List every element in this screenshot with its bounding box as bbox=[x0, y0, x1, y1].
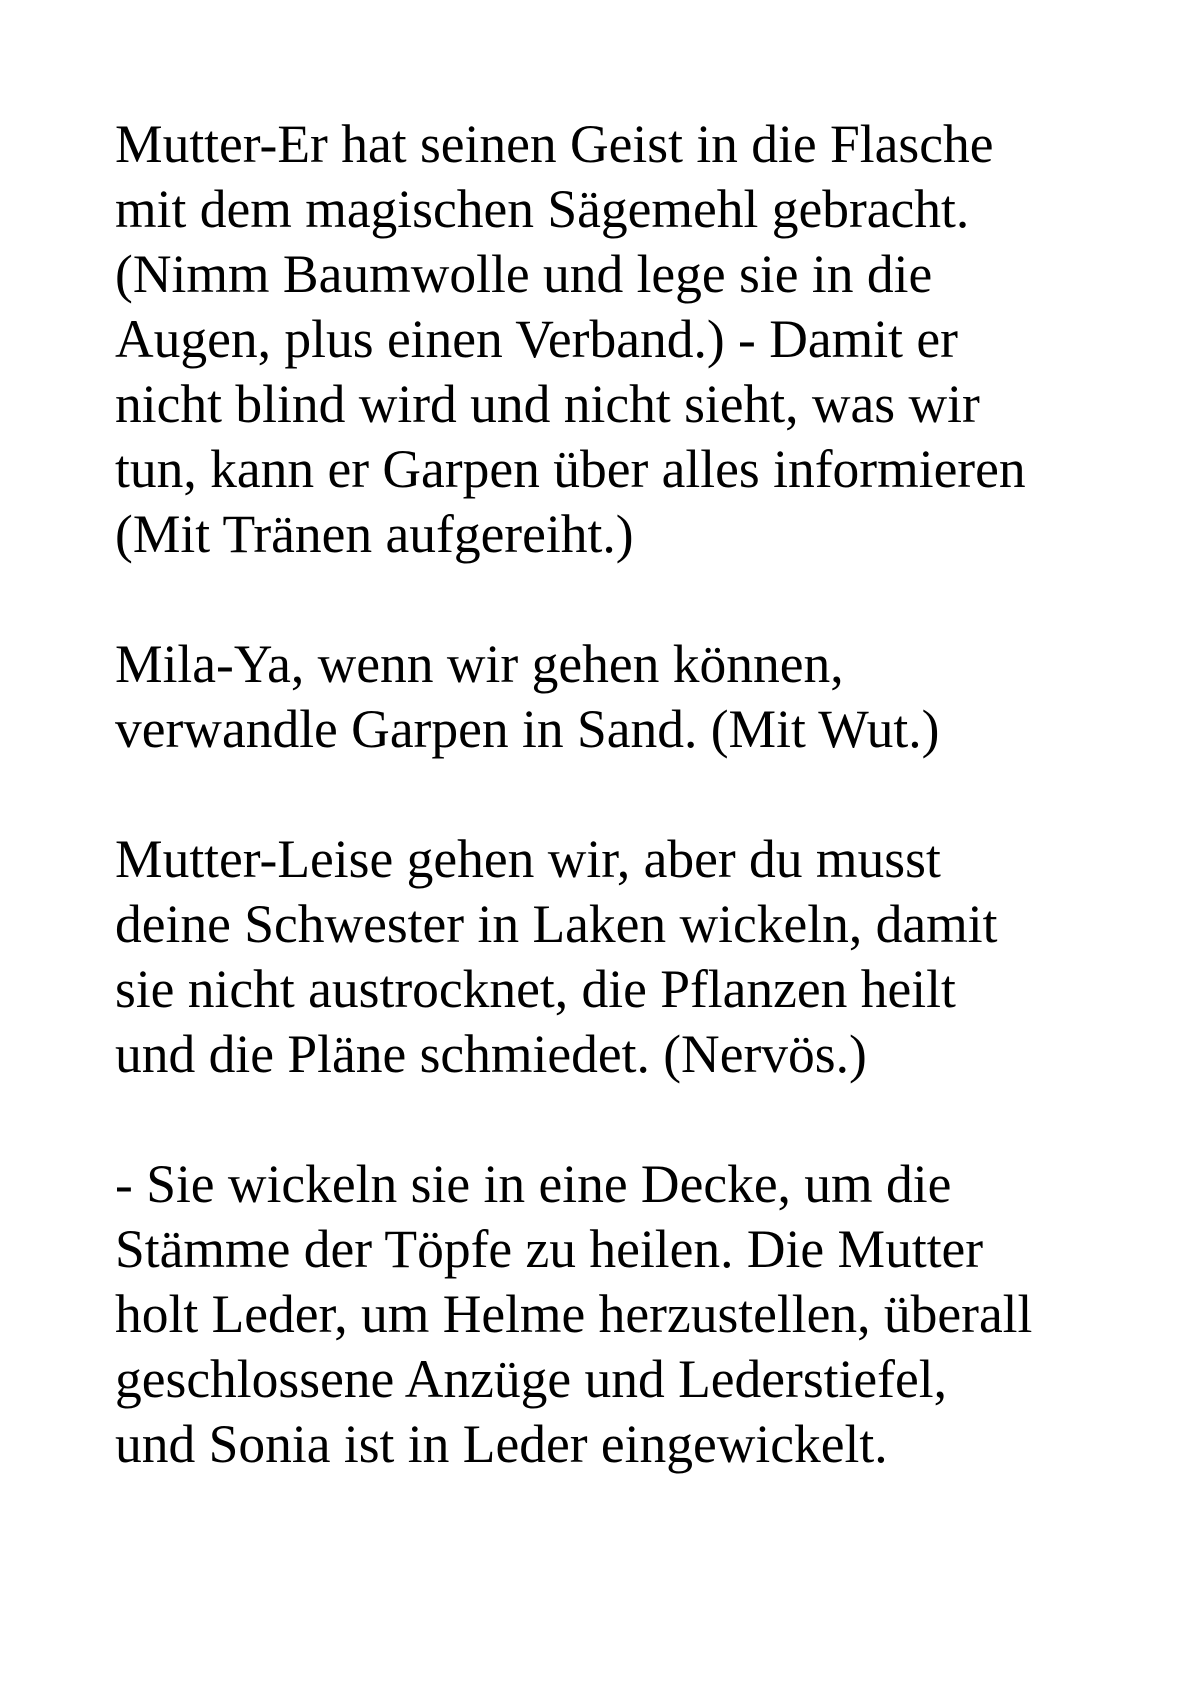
text-line: und die Pläne schmiedet. (Nervös.) bbox=[115, 1024, 867, 1084]
text-line: verwandle Garpen in Sand. (Mit Wut.) bbox=[115, 699, 940, 759]
text-line: holt Leder, um Helme herzustellen, überall bbox=[115, 1284, 1033, 1344]
document-body bbox=[115, 112, 1115, 1477]
text-line: sie nicht austrocknet, die Pflanzen heilt bbox=[115, 959, 956, 1019]
text-line: (Nimm Baumwolle und lege sie in die bbox=[115, 244, 933, 304]
text-line: (Mit Tränen aufgereiht.) bbox=[115, 504, 634, 564]
paragraph-3 bbox=[115, 827, 1115, 1087]
paragraph-4 bbox=[115, 1152, 1115, 1477]
text-line: Mila-Ya, wenn wir gehen können, bbox=[115, 634, 844, 694]
text-line: Augen, plus einen Verband.) - Damit er bbox=[115, 309, 958, 369]
text-line: nicht blind wird und nicht sieht, was wir bbox=[115, 374, 980, 434]
text-line: und Sonia ist in Leder eingewickelt. bbox=[115, 1414, 888, 1474]
text-line: deine Schwester in Laken wickeln, damit bbox=[115, 894, 998, 954]
text-line: geschlossene Anzüge und Lederstiefel, bbox=[115, 1349, 947, 1409]
paragraph-2 bbox=[115, 632, 1115, 762]
text-line: mit dem magischen Sägemehl gebracht. bbox=[115, 179, 970, 239]
text-line: tun, kann er Garpen über alles informieren bbox=[115, 439, 1026, 499]
text-line: Stämme der Töpfe zu heilen. Die Mutter bbox=[115, 1219, 984, 1279]
text-line: Mutter-Er hat seinen Geist in die Flasche bbox=[115, 114, 994, 174]
text-line: - Sie wickeln sie in eine Decke, um die bbox=[115, 1154, 952, 1214]
text-line: Mutter-Leise gehen wir, aber du musst bbox=[115, 829, 941, 889]
paragraph-1 bbox=[115, 112, 1115, 567]
